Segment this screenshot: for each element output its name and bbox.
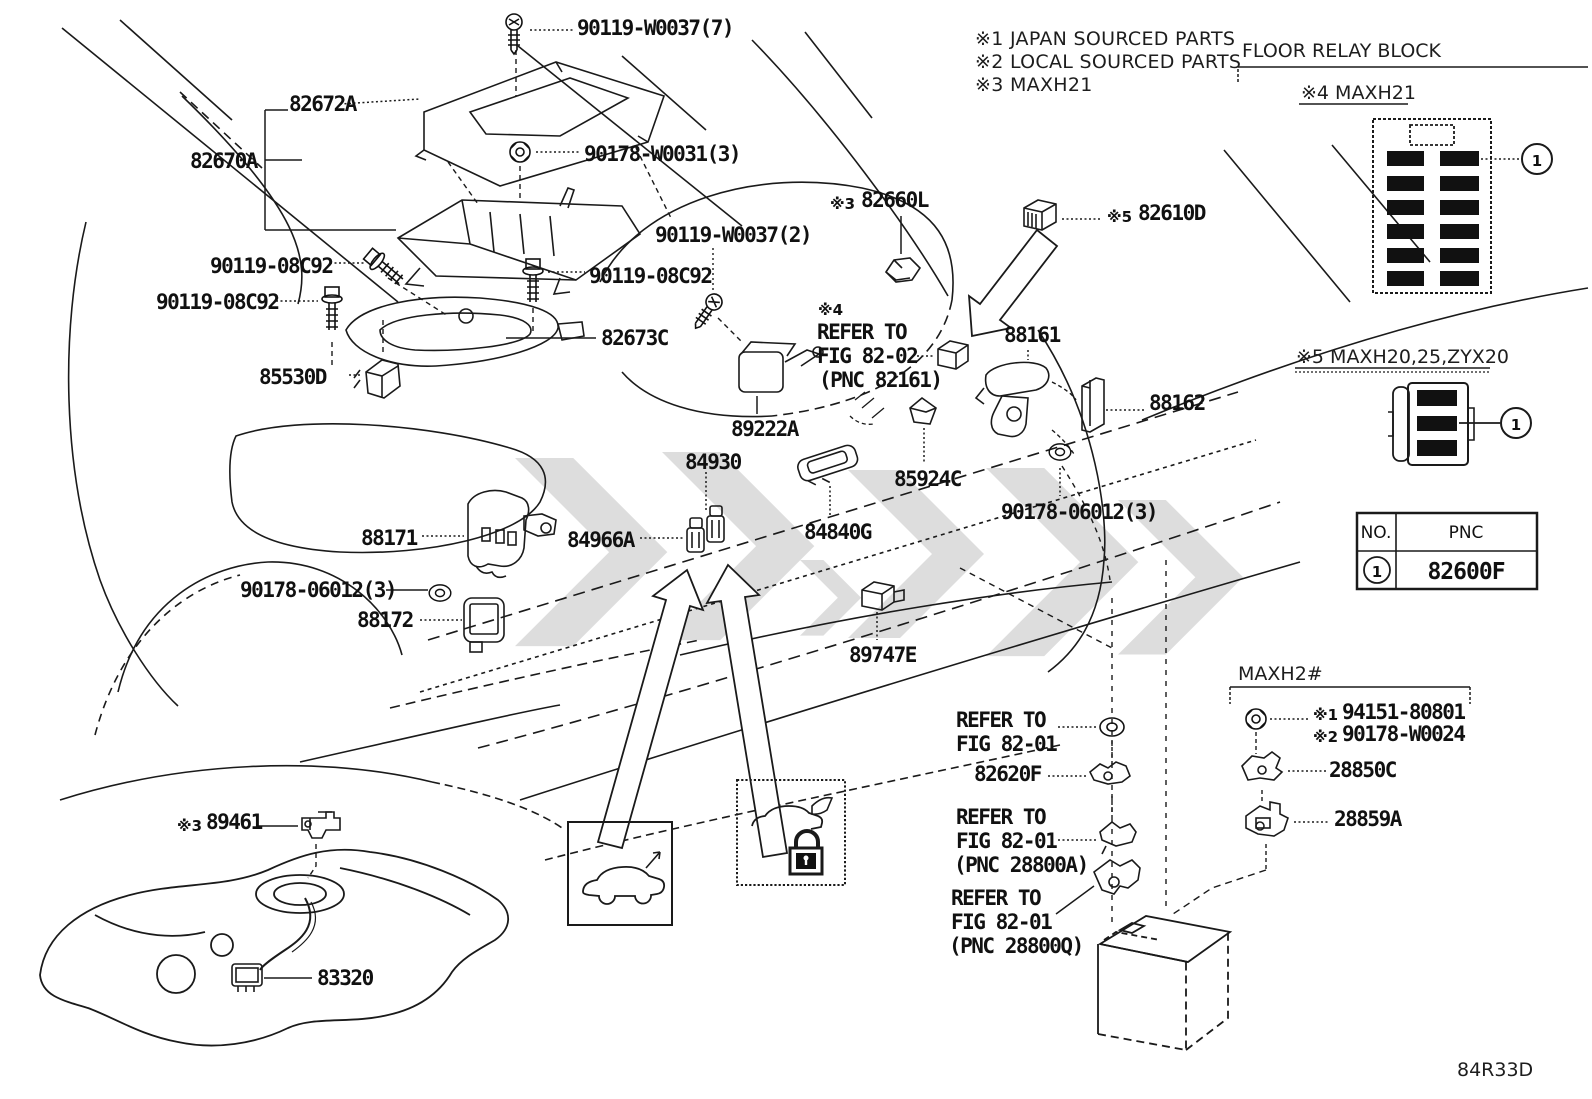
part-label: 82620F <box>974 762 1041 786</box>
sensor-88161-drawing <box>976 362 1049 436</box>
part-label: 90119-08C92 <box>156 290 279 314</box>
part-label: 82670A <box>190 149 257 173</box>
part-label: 82660L <box>861 188 928 212</box>
part-label: 89222A <box>731 417 798 441</box>
part-label: 85924C <box>894 467 961 491</box>
bracket-88171-drawing <box>468 491 556 578</box>
part-label: FIG 82-02 <box>817 344 918 368</box>
part-label: 28850C <box>1329 758 1396 782</box>
part-label: REFER TO <box>951 886 1041 910</box>
part-label: FIG 82-01 <box>956 829 1057 853</box>
part-label: 90119-W0037(7) <box>577 16 734 40</box>
part-label: FIG 82-01 <box>956 732 1057 756</box>
part-label: 90119-08C92 <box>589 264 712 288</box>
construction-lines <box>308 50 1266 928</box>
clip-85924C-drawing <box>850 392 936 424</box>
note-maxh21: ※3 MAXH21 <box>975 74 1093 96</box>
table-header-pnc: PNC <box>1448 523 1484 543</box>
part-label: FIG 82-01 <box>951 910 1052 934</box>
relay-variant-a-label: ※4 MAXH21 <box>1301 82 1416 104</box>
part-label: (PNC 28800Q) <box>949 934 1083 958</box>
watermark <box>515 452 1243 656</box>
floor-relay-block-title: FLOOR RELAY BLOCK <box>1242 40 1442 62</box>
note-local-sourced: ※2 LOCAL SOURCED PARTS <box>975 51 1242 73</box>
screw-icon <box>689 291 725 333</box>
part-label: 90178-06012(3) <box>1001 500 1158 524</box>
part-label: 82673C <box>601 326 668 350</box>
part-label: (PNC 28800A) <box>954 853 1088 877</box>
bracket-28800A-drawing <box>1100 822 1136 854</box>
table-row-pnc: 82600F <box>1427 559 1505 585</box>
part-label: 88171 <box>361 526 417 550</box>
page-code: 84R33D <box>1457 1059 1534 1081</box>
star-note-marker: ※3 <box>177 817 203 835</box>
harness-section-label: MAXH2# <box>1238 663 1323 685</box>
bolt-icon <box>362 246 408 289</box>
part-label: REFER TO <box>817 320 907 344</box>
part-label: 89461 <box>206 810 262 834</box>
callout-number: 1 <box>1510 416 1522 434</box>
battery-drawing <box>1098 916 1230 1050</box>
part-label: 90178-06012(3) <box>240 578 397 602</box>
clip-84840G-drawing <box>796 443 862 490</box>
cover-82672A-drawing <box>416 62 664 186</box>
connector-82161-drawing <box>938 341 968 369</box>
relay-block-maxh21-drawing <box>1373 119 1552 293</box>
part-label: 90119-08C92 <box>210 254 333 278</box>
relay-block-maxh20-drawing <box>1388 383 1531 465</box>
part-label: (PNC 82161) <box>819 368 942 392</box>
grommet-icon <box>1049 444 1071 460</box>
flange-nut-icon <box>1246 709 1266 729</box>
part-label: 88161 <box>1004 323 1060 347</box>
part-label: 84930 <box>685 450 741 474</box>
note-japan-sourced: ※1 JAPAN SOURCED PARTS <box>975 28 1236 50</box>
table-row-no: 1 <box>1371 563 1383 581</box>
star-note-marker: ※4 <box>818 301 844 319</box>
module-89222A-drawing <box>739 342 823 392</box>
bracket-28800Q-drawing <box>1094 860 1140 894</box>
part-label: 89747E <box>849 643 916 667</box>
star-note-marker: ※5 <box>1107 208 1133 226</box>
plate-88162-drawing <box>1082 378 1104 432</box>
clip-82660L-drawing <box>886 258 920 282</box>
relay-82610D-drawing <box>1024 200 1056 230</box>
big-arrow-down-left <box>969 230 1057 336</box>
part-label: 90119-W0037(2) <box>655 223 812 247</box>
part-label: REFER TO <box>956 708 1046 732</box>
star-note-marker: ※3 <box>830 195 856 213</box>
star-note-marker: ※2 <box>1313 728 1339 746</box>
clamp-28859A-drawing <box>1246 802 1288 836</box>
star-note-marker: ※1 <box>1313 706 1339 724</box>
flange-nut-icon <box>510 142 530 162</box>
connector-83320-drawing <box>232 964 262 992</box>
big-arrow-up-left <box>598 570 703 848</box>
module-88172-drawing <box>464 598 504 652</box>
part-label: REFER TO <box>956 805 1046 829</box>
padlock-icon <box>790 831 822 874</box>
part-label: 83320 <box>317 966 373 990</box>
bracket-82620F-drawing <box>1090 762 1130 784</box>
grommet-icon <box>429 585 451 601</box>
part-label: 90178-W0031(3) <box>584 142 741 166</box>
bolt-icon <box>322 287 342 330</box>
part-label: 82610D <box>1138 201 1205 225</box>
switch-84930-drawing <box>687 506 724 552</box>
part-label: 84840G <box>804 520 871 544</box>
sensor-85530D-drawing <box>354 360 400 398</box>
part-label: 88162 <box>1149 391 1205 415</box>
relay-variant-b-label: ※5 MAXH20,25,ZYX20 <box>1296 346 1509 368</box>
bracket-82673C-drawing <box>346 297 584 366</box>
part-label: 28859A <box>1334 807 1401 831</box>
part-label: 84966A <box>567 528 634 552</box>
callout-number: 1 <box>1531 152 1543 170</box>
part-label: 88172 <box>357 608 413 632</box>
part-label: 90178-W0024 <box>1342 722 1465 746</box>
part-label: 85530D <box>259 365 326 389</box>
part-drawings <box>302 62 1288 894</box>
clamp-28850C-drawing <box>1242 752 1282 780</box>
fuel-tank-drawing <box>40 850 508 1046</box>
sensor-89461-drawing <box>302 812 340 838</box>
part-label: 94151-80801 <box>1342 700 1465 724</box>
table-header-no: NO. <box>1360 523 1392 543</box>
part-label: 82672A <box>289 92 356 116</box>
